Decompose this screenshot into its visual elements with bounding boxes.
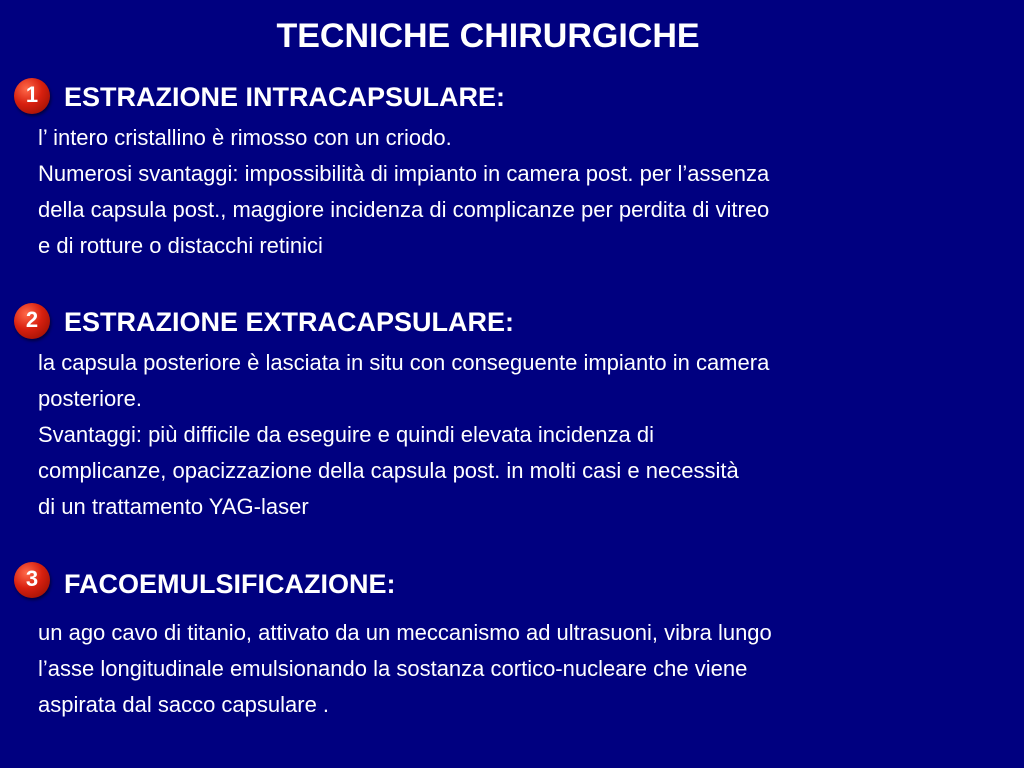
slide-title: TECNICHE CHIRURGICHE	[276, 17, 700, 55]
body-line: posteriore.	[38, 386, 142, 411]
body-line: di un trattamento YAG-laser	[38, 494, 309, 519]
number-badge-1: 1	[14, 78, 50, 114]
body-line: la capsula posteriore è lasciata in situ con conseguente impianto in camera	[38, 350, 770, 375]
section-body-1	[38, 120, 1008, 264]
body-line: complicanze, opacizzazione della capsula post. in molti casi e necessità	[38, 458, 739, 483]
body-line: e di rotture o distacchi retinici	[38, 233, 323, 258]
section-heading-2: ESTRAZIONE EXTRACAPSULARE:	[64, 307, 515, 337]
body-line: l’ intero cristallino è rimosso con un criodo.	[38, 125, 452, 150]
section-body-3	[38, 615, 1008, 723]
number-badge-3: 3	[14, 562, 50, 598]
body-line: della capsula post., maggiore incidenza di complicanze per perdita di vitreo	[38, 197, 770, 222]
body-line: un ago cavo di titanio, attivato da un meccanismo ad ultrasuoni, vibra lungo	[38, 620, 772, 645]
body-line: aspirata dal sacco capsulare .	[38, 692, 330, 717]
section-body-2	[38, 345, 1008, 525]
body-line: Numerosi svantaggi: impossibilità di impianto in camera post. per l’assenza	[38, 161, 770, 186]
number-badge-2: 2	[14, 303, 50, 339]
body-line: Svantaggi: più difficile da eseguire e quindi elevata incidenza di	[38, 422, 655, 447]
section-heading-1: ESTRAZIONE INTRACAPSULARE:	[64, 82, 506, 112]
body-line: l’asse longitudinale emulsionando la sostanza cortico-nucleare che viene	[38, 656, 748, 681]
section-heading-3: FACOEMULSIFICAZIONE:	[64, 569, 396, 599]
